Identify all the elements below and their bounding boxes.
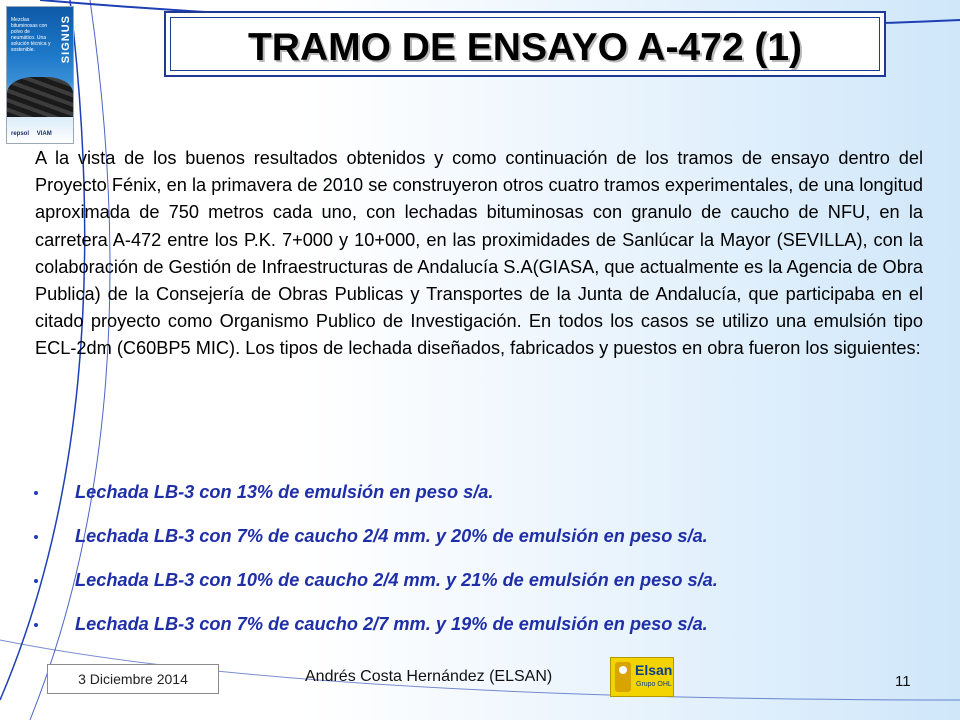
bullet-text: Lechada LB-3 con 13% de emulsión en peso s/a. xyxy=(75,482,494,502)
bullet-item xyxy=(34,611,934,655)
bullet-list xyxy=(34,479,934,655)
page-number: 11 xyxy=(895,673,911,690)
bullet-dot-icon xyxy=(34,623,38,627)
bullet-dot-icon xyxy=(34,491,38,495)
bullet-dot-icon xyxy=(34,579,38,583)
cover-caption: Mezclas bituminosas con polvo de neumático. Una solución técnica y sostenible. xyxy=(11,17,51,53)
elsan-logo-name: Elsan xyxy=(635,662,673,678)
bullet-item xyxy=(34,479,934,523)
bullet-dot-icon xyxy=(34,535,38,539)
cover-logo-repsol: repsol xyxy=(11,131,30,137)
footer-date: 3 Diciembre 2014 xyxy=(47,664,219,694)
slide-title: TRAMO DE ENSAYO A-472 (1) xyxy=(247,26,803,69)
elsan-logo xyxy=(610,657,674,697)
bullet-text: Lechada LB-3 con 7% de caucho 2/7 mm. y 19% de emulsión en peso s/a. xyxy=(75,614,708,634)
bullet-text: Lechada LB-3 con 10% de caucho 2/4 mm. y 21% de emulsión en peso s/a. xyxy=(75,570,718,590)
elsan-mark-icon xyxy=(615,662,631,692)
cover-logo-viam: VIAM xyxy=(36,131,52,137)
bullet-item xyxy=(34,567,934,611)
title-frame xyxy=(164,11,886,77)
cover-logos xyxy=(11,131,58,137)
footer-author: Andrés Costa Hernández (ELSAN) xyxy=(305,668,553,685)
elsan-logo-group: Grupo OHL xyxy=(636,681,672,688)
body-paragraph: A la vista de los buenos resultados obtenidos y como continuación de los tramos de ensayo dentro del Proyecto Fénix, en la primavera de 2010 se construyeron otros cuatro tramos experimentales, de una longitud aproximada de 750 metros cada uno, con lechadas bituminosas con granulo de caucho de NFU, en la carretera A-472 entre los P.K. 7+000 y 10+000, en las proximidades de Sanlúcar la Mayor (SEVILLA), con la colaboración de Gestión de Infraestructuras de Andalucía S.A(GIASA, que actualmente es la Agencia de Obra Publica) de la Consejería de Obras Publicas y Transportes de la Junta de Andalucía, que participaba en el citado proyecto como Organismo Publico de Investigación. En todos los casos se utilizo una emulsión tipo ECL-2dm (C60BP5 MIC). Los tipos de lechada diseñados, fabricados y puestos en obra fueron los siguientes: xyxy=(35,148,923,359)
cover-road-photo xyxy=(7,77,73,117)
bullet-item xyxy=(34,523,934,567)
cover-brand: SIGNUS xyxy=(60,15,72,64)
bullet-text: Lechada LB-3 con 7% de caucho 2/4 mm. y 20% de emulsión en peso s/a. xyxy=(75,526,708,546)
report-cover-image xyxy=(6,6,74,144)
